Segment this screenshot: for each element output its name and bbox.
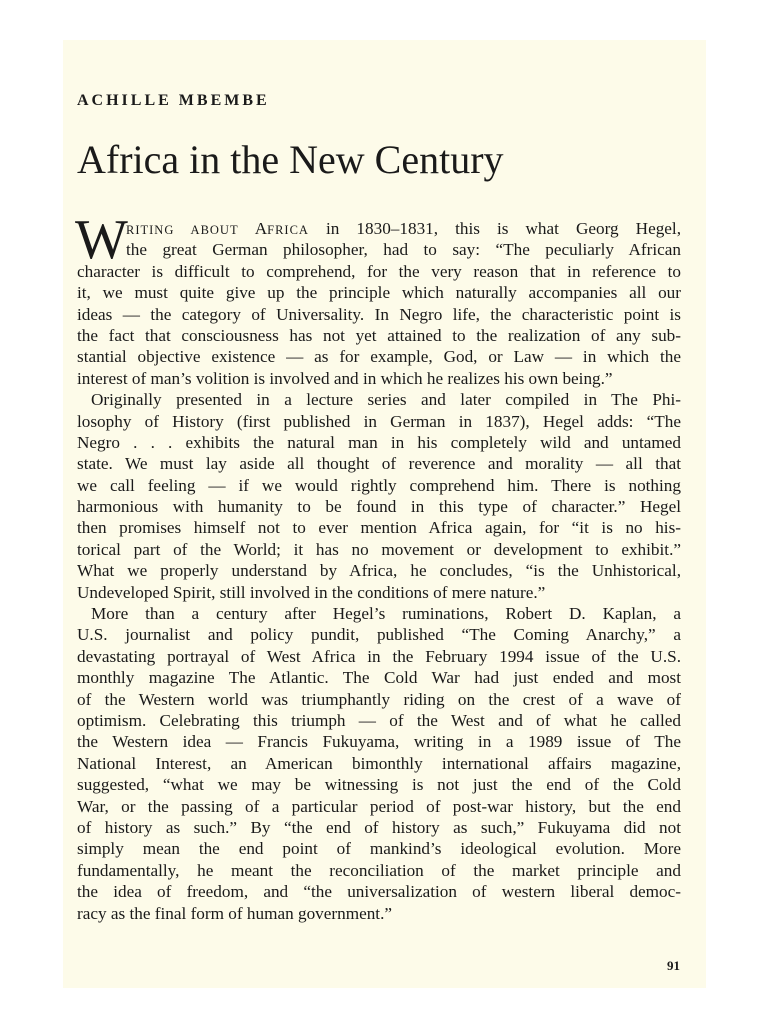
text-line: ideas — the category of Universality. In Negro life, the characteristic point is — [77, 304, 681, 324]
text-line: of history as such.” By “the end of history as such,” Fukuyama did not — [77, 817, 681, 837]
text-line: of the Western world was triumphantly riding on the crest of a wave of — [77, 689, 681, 709]
text-line: the fact that consciousness has not yet attained to the realization of any sub- — [77, 325, 681, 345]
lead-smallcaps: RITING ABOUT — [126, 223, 239, 237]
text-line: Negro . . . exhibits the natural man in his completely wild and untamed — [77, 432, 681, 452]
text-line: U.S. journalist and policy pundit, published “The Coming Anarchy,” a — [77, 625, 681, 645]
text-line: character is difficult to comprehend, for the very reason that in reference to — [77, 261, 681, 281]
text-line: torical part of the World; it has no movement or development to exhibit.” — [77, 539, 681, 559]
text-line: then promises himself not to ever mention Africa again, for “it is no his- — [77, 518, 681, 538]
text-line: harmonious with humanity to be found in this type of character.” Hegel — [77, 497, 681, 517]
text-line: optimism. Celebrating this triumph — of the West and of what he called — [77, 710, 681, 730]
text-line: fundamentally, he meant the reconciliation of the market principle and — [77, 860, 681, 880]
drop-cap: W — [75, 209, 128, 271]
book-page — [63, 40, 706, 988]
lead-word-cap: A — [254, 219, 268, 238]
text-line: losophy of History (first published in German in 1837), Hegel adds: “The — [77, 411, 681, 431]
text-line: racy as the final form of human government.” — [77, 903, 392, 923]
chapter-title: Africa in the New Century — [77, 137, 504, 182]
text-line: it, we must quite give up the principle which naturally accompanies all our — [77, 283, 681, 303]
text-line: War, or the passing of a particular period of post-war history, but the end — [77, 796, 681, 816]
author-name: ACHILLE MBEMBE — [77, 92, 270, 109]
text-line: National Interest, an American bimonthly international affairs magazine, — [77, 753, 681, 773]
text-line: monthly magazine The Atlantic. The Cold War had just ended and most — [77, 668, 681, 688]
lead-word-smallcaps: FRICA — [267, 223, 309, 237]
text-line: the idea of freedom, and “the universalization of western liberal democ- — [77, 882, 681, 902]
body-text — [75, 209, 681, 924]
text-line: simply mean the end point of mankind’s ideological evolution. More — [77, 839, 681, 859]
page-number: 91 — [667, 958, 680, 973]
text-line: More than a century after Hegel’s ruminations, Robert D. Kaplan, a — [91, 604, 681, 624]
text-line: in 1830–1831, this is what Georg Hegel, — [308, 219, 681, 238]
text-line: state. We must lay aside all thought of reverence and morality — all that — [77, 454, 681, 474]
text-line: we call feeling — if we would rightly comprehend him. There is nothing — [77, 475, 681, 495]
text-line: What we properly understand by Africa, he concludes, “is the Unhistorical, — [77, 561, 681, 581]
text-line: Originally presented in a lecture series and later compiled in The Phi- — [91, 390, 681, 410]
text-line: the Western idea — Francis Fukuyama, writing in a 1989 issue of The — [77, 732, 681, 752]
text-line: stantial objective existence — as for example, God, or Law — in which the — [77, 347, 681, 367]
text-line: suggested, “what we may be witnessing is not just the end of the Cold — [77, 775, 681, 795]
text-line: devastating portrayal of West Africa in the February 1994 issue of the U.S. — [77, 646, 681, 666]
text-line: interest of man’s volition is involved and in which he realizes his own being.” — [77, 368, 613, 388]
text-line: the great German philosopher, had to say: “The peculiarly African — [126, 240, 681, 260]
text-line: Undeveloped Spirit, still involved in the conditions of mere nature.” — [77, 582, 546, 602]
